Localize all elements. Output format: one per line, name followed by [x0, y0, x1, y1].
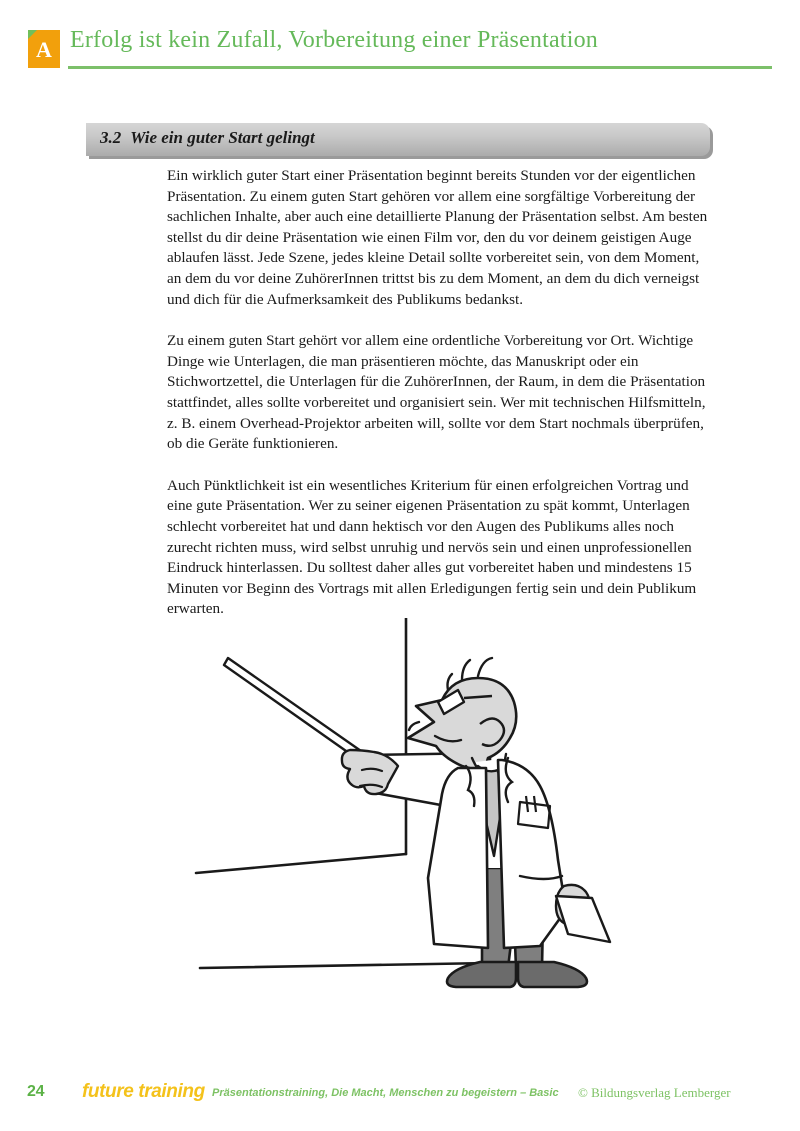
page-header — [0, 0, 800, 80]
section-title: Wie ein guter Start gelingt — [130, 128, 315, 147]
section-heading-bar — [86, 123, 710, 156]
page-title: Erfolg ist kein Zufall, Vorbereitung einer Präsentation — [70, 27, 598, 53]
brand-logo-text: future training — [82, 1081, 205, 1102]
section-heading-label — [100, 128, 315, 148]
chapter-page-icon — [28, 30, 60, 68]
paragraph-3: Auch Pünktlichkeit ist ein wesentliches Kriterium für einen erfolgreichen Vortrag und eine gute Präsentation. Wer zu seiner eigenen Präsentation zu spät kommt, Unterlagen schlecht vorbereitet hat und dann hektisch vor den Augen des Publikums alles noch zurecht richten muss, wird selbst unruhig und nervös sein und einen unprofessionellen Eindruck hinterlassen. Du solltest daher alles gut vorbereitet haben und mindestens 15 Minuten vor Beginn des Vortrags mit allen Erledigungen fertig sein und dein Publikum erwarten. — [167, 476, 697, 618]
footer-subtitle: Präsentationstraining, Die Macht, Menschen zu begeistern – Basic — [212, 1087, 559, 1099]
section-number: 3.2 — [100, 128, 122, 147]
chapter-badge-letter: A — [36, 37, 52, 62]
body-content — [167, 166, 715, 641]
footer-copyright: © Bildungsverlag Lemberger — [578, 1085, 731, 1100]
header-divider — [68, 66, 772, 69]
presenter-illustration — [190, 618, 640, 1058]
section-heading — [86, 123, 710, 156]
page-footer — [0, 1080, 800, 1110]
page-number: 24 — [27, 1083, 45, 1100]
paragraph-2: Zu einem guten Start gehört vor allem eine ordentliche Vorbereitung vor Ort. Wichtige Dinge wie Unterlagen, die man präsentieren möchte, das Manuskript oder ein Stichwortzettel, die Unterlagen für die ZuhörerInnen, der Raum, in dem die Präsentation stattfindet, alles sollte vorbereitet und organisiert sein. Wer mit technischen Hilfsmitteln, z. B. einem Overhead-Projektor arbeiten will, sollte vor dem Start nochmals überprüfen, ob die Geräte funktionieren. — [167, 332, 706, 453]
paragraph-1: Ein wirklich guter Start einer Präsentation beginnt bereits Stunden vor der eigentlichen Präsentation. Zu einem guten Start gehören vor allem eine sorgfältige Vorbereitung der sachlichen Inhalte, aber auch eine detaillierte Planung der Präsentation selbst. Am besten stellst du dir deine Präsentation wie einen Film vor, den du vor deinem geistigen Auge ablaufen lässt. Jede Szene, jedes kleine Detail sollte vorbereitet sein, von dem Moment, an dem du vor deine ZuhörerInnen trittst bis zu dem Moment, an dem du dich verneigst und dich für die Aufmerksamkeit des Publikums bedankst. — [167, 167, 708, 308]
